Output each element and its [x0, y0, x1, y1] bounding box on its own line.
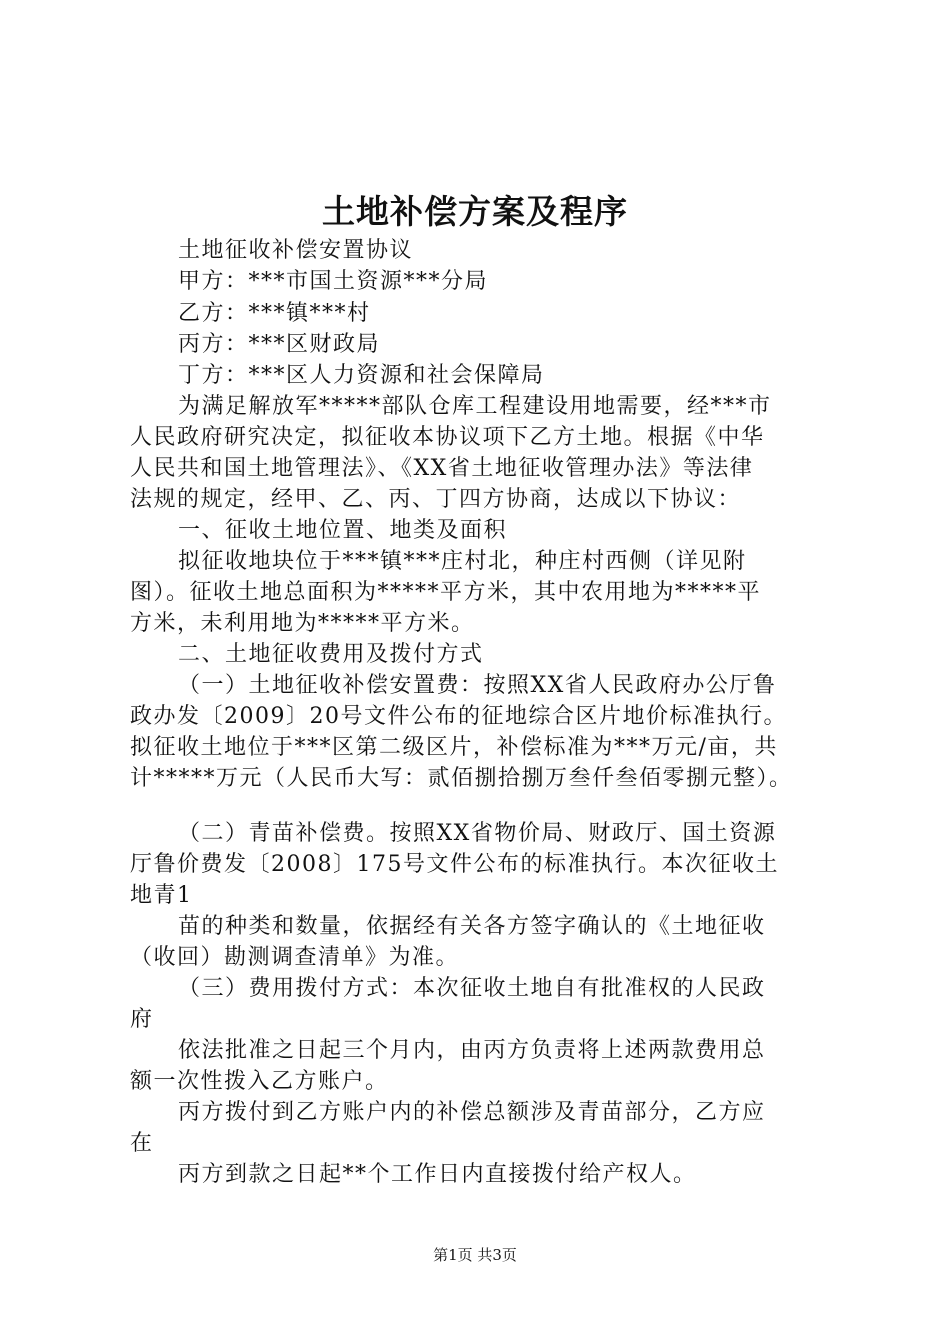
text-line: 为满足解放军*****部队仓库工程建设用地需要，经***市: [178, 394, 772, 419]
section-heading: 二、土地征收费用及拨付方式: [178, 642, 484, 667]
text-line: （收回）勘测调查清单》为准。: [130, 945, 460, 970]
agreement-heading: 土地征收补偿安置协议: [178, 238, 414, 263]
text-line: 额一次性拨入乙方账户。: [130, 1069, 389, 1094]
text-line: 方米，未利用地为*****平方米。: [130, 611, 475, 636]
text-line: 计*****万元（人民币大写：贰佰捌拾捌万叁仟叁佰零捌元整）。: [130, 766, 793, 791]
party-a-line: 甲方：***市国土资源***分局: [178, 269, 489, 294]
text-line: 地青1: [130, 883, 193, 908]
page-footer: 第1页 共3页: [433, 1246, 517, 1264]
text-line: （一）土地征收补偿安置费：按照XX省人民政府办公厅鲁: [178, 673, 777, 698]
text-line: 在: [130, 1131, 154, 1156]
party-d-line: 丁方：***区人力资源和社会保障局: [178, 363, 545, 388]
text-line: 依法批准之日起三个月内，由丙方负责将上述两款费用总: [178, 1038, 766, 1063]
document-title: 土地补偿方案及程序: [322, 192, 628, 231]
text-line: 府: [130, 1007, 154, 1032]
text-line: 人民政府研究决定，拟征收本协议项下乙方土地。根据《中华: [130, 425, 765, 450]
text-line: 丙方拨付到乙方账户内的补偿总额涉及青苗部分，乙方应: [178, 1100, 766, 1125]
text-line: 法规的规定，经甲、乙、丙、丁四方协商，达成以下协议：: [130, 487, 742, 512]
text-line: 丙方到款之日起**个工作日内直接拨付给产权人。: [178, 1162, 697, 1187]
section-heading: 一、征收土地位置、地类及面积: [178, 518, 508, 543]
party-b-line: 乙方：***镇***村: [178, 301, 371, 326]
text-line: 苗的种类和数量，依据经有关各方签字确认的《土地征收: [178, 914, 766, 939]
text-line: （二）青苗补偿费。按照XX省物价局、财政厅、国土资源: [178, 821, 777, 846]
text-line: 政办发〔2009〕20号文件公布的征地综合区片地价标准执行。: [130, 704, 787, 729]
text-line: 拟征收土地位于***区第二级区片，补偿标准为***万元/亩，共: [130, 735, 778, 760]
text-line: （三）费用拨付方式：本次征收土地自有批准权的人民政: [178, 976, 766, 1001]
text-line: 拟征收地块位于***镇***庄村北，种庄村西侧（详见附: [178, 549, 747, 574]
text-line: 厅鲁价费发〔2008〕175号文件公布的标准执行。本次征收土: [130, 852, 779, 877]
party-c-line: 丙方：***区财政局: [178, 332, 381, 357]
text-line: 图）。征收土地总面积为*****平方米，其中农用地为*****平: [130, 580, 762, 605]
text-line: 人民共和国土地管理法》、《XX省土地征收管理办法》等法律: [130, 456, 754, 481]
